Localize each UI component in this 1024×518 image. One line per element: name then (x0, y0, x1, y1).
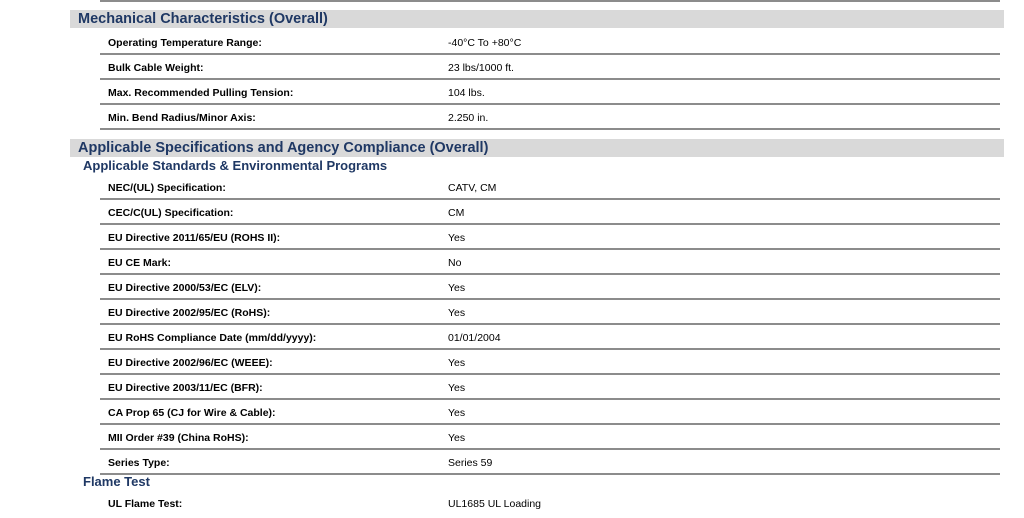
spec-row-series-type (100, 450, 1000, 475)
spec-row-bulk-cable-weight (100, 55, 1000, 80)
compliance-section-header: Applicable Specifications and Agency Compliance (Overall) (70, 139, 1004, 157)
spec-row-rohs (100, 300, 1000, 325)
spec-row-bfr (100, 375, 1000, 400)
spec-row-rohs-ii (100, 225, 1000, 250)
spec-value: 23 lbs/1000 ft. (448, 62, 514, 74)
spec-row-pulling-tension (100, 80, 1000, 105)
spec-label: UL Flame Test: (108, 498, 183, 510)
spec-row-china-rohs (100, 425, 1000, 450)
spec-label: EU Directive 2000/53/EC (ELV): (108, 282, 262, 294)
spec-label: CA Prop 65 (CJ for Wire & Cable): (108, 407, 276, 419)
spec-row-cec-cul (100, 200, 1000, 225)
flame-test-subheader: Flame Test (83, 474, 150, 489)
spec-row-ul-flame-test (100, 491, 1000, 516)
spec-label: MII Order #39 (China RoHS): (108, 432, 249, 444)
spec-value: Yes (448, 282, 466, 294)
spec-label: Max. Recommended Pulling Tension: (108, 87, 294, 99)
spec-value: 01/01/2004 (448, 332, 501, 344)
top-divider (100, 0, 1000, 2)
spec-label: CEC/C(UL) Specification: (108, 207, 234, 219)
spec-value: 104 lbs. (448, 87, 485, 99)
spec-value: CATV, CM (448, 182, 497, 194)
spec-value: Yes (448, 407, 466, 419)
spec-value: Yes (448, 357, 466, 369)
standards-subheader: Applicable Standards & Environmental Programs (83, 158, 388, 173)
mechanical-section-header: Mechanical Characteristics (Overall) (70, 10, 1004, 28)
spec-label: EU Directive 2002/95/EC (RoHS): (108, 307, 271, 319)
spec-value: UL1685 UL Loading (448, 498, 542, 510)
row-divider (100, 128, 1000, 130)
spec-label: EU Directive 2003/11/EC (BFR): (108, 382, 263, 394)
spec-row-rohs-date (100, 325, 1000, 350)
spec-label: EU RoHS Compliance Date (mm/dd/yyyy): (108, 332, 317, 344)
spec-value: Yes (448, 232, 466, 244)
spec-row-ca-prop-65 (100, 400, 1000, 425)
spec-value: No (448, 257, 462, 269)
spec-label: Bulk Cable Weight: (108, 62, 204, 74)
spec-value: Yes (448, 307, 466, 319)
spec-row-bend-radius (100, 105, 1000, 130)
spec-value: 2.250 in. (448, 112, 489, 124)
spec-row-nec-ul (100, 175, 1000, 200)
spec-label: EU CE Mark: (108, 257, 172, 269)
spec-label: Operating Temperature Range: (108, 37, 262, 49)
spec-value: Series 59 (448, 457, 493, 469)
spec-row-operating-temperature (100, 30, 1000, 55)
spec-value: Yes (448, 432, 466, 444)
spec-row-weee (100, 350, 1000, 375)
spec-label: NEC/(UL) Specification: (108, 182, 226, 194)
row-divider (100, 473, 1000, 475)
spec-value: CM (448, 207, 465, 219)
spec-value: Yes (448, 382, 466, 394)
spec-label: EU Directive 2011/65/EU (ROHS II): (108, 232, 281, 244)
spec-label: Min. Bend Radius/Minor Axis: (108, 112, 256, 124)
spec-value: -40°C To +80°C (448, 37, 522, 49)
spec-label: Series Type: (108, 457, 170, 469)
spec-row-ce-mark (100, 250, 1000, 275)
spec-row-elv (100, 275, 1000, 300)
spec-label: EU Directive 2002/96/EC (WEEE): (108, 357, 273, 369)
